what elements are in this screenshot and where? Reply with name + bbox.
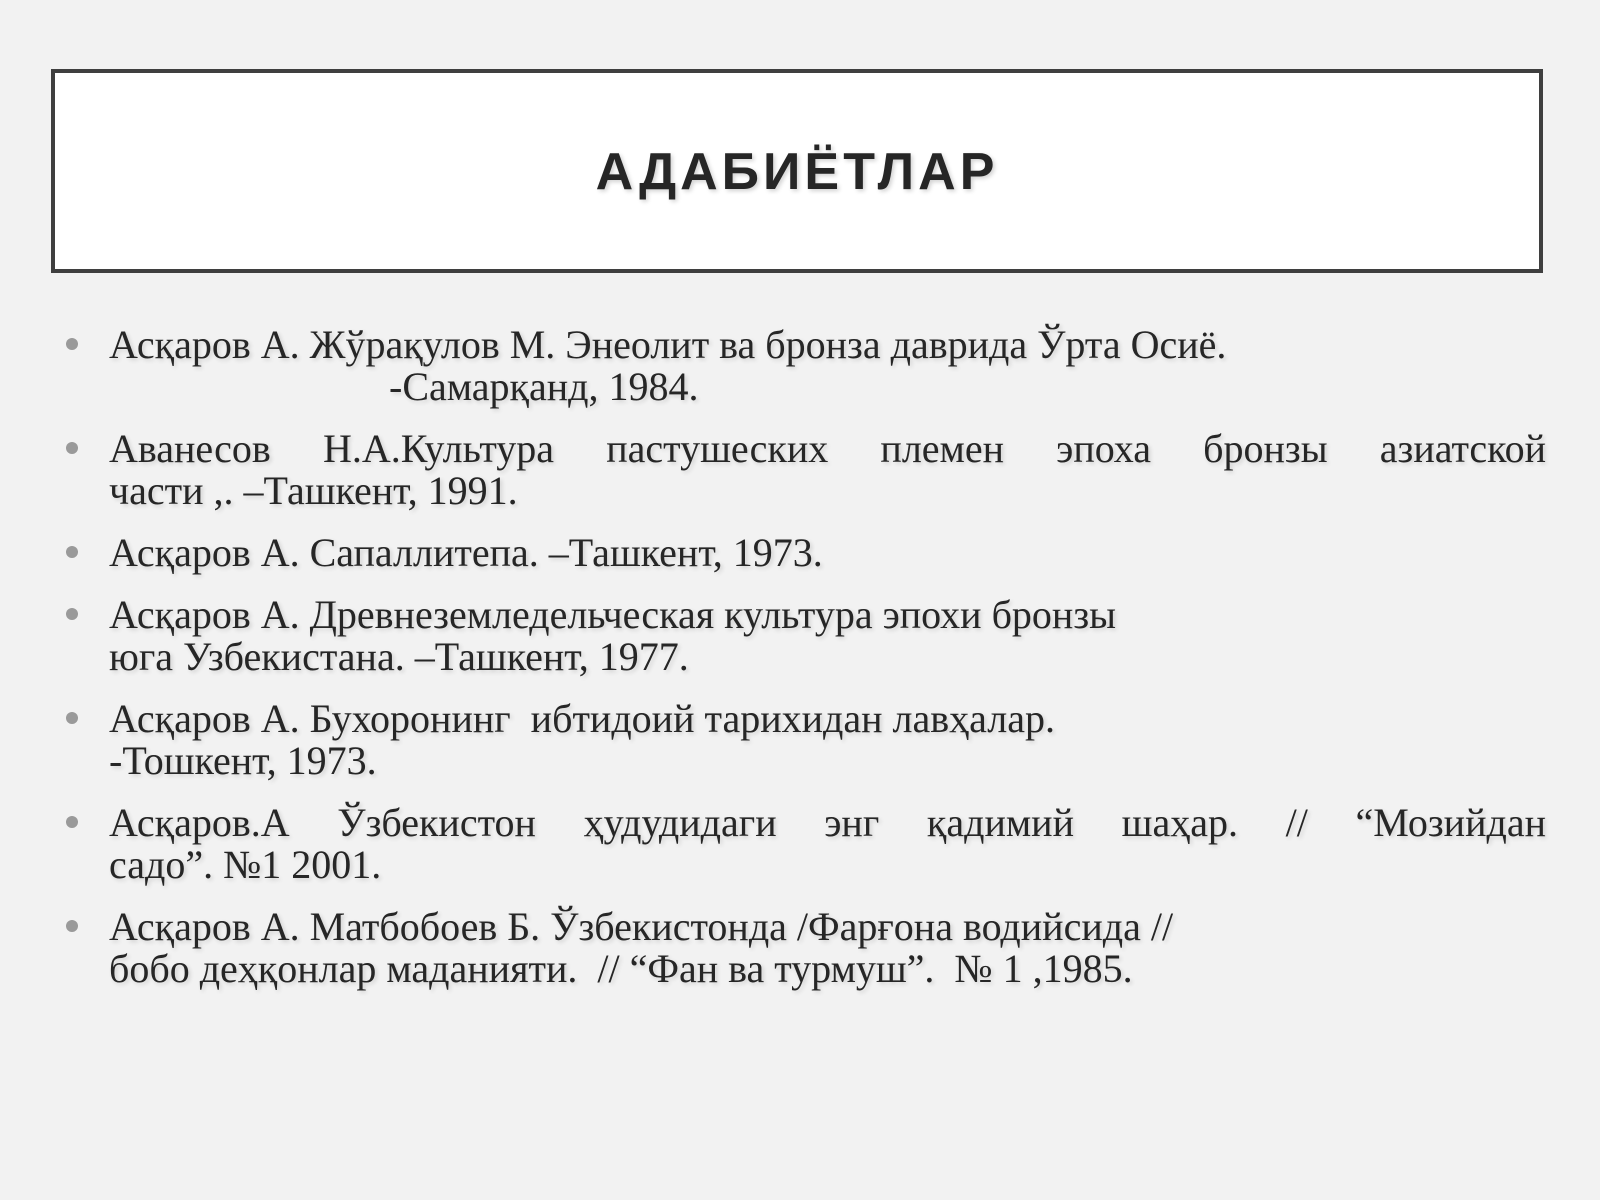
reference-item-5 bbox=[66, 698, 1546, 782]
reference-text: Асқаров А. Сапаллитепа. –Ташкент, 1973. bbox=[109, 530, 823, 575]
reference-item-2 bbox=[66, 428, 1546, 512]
reference-text: Асқаров.А Ўзбекистон ҳудудидаги энг қадимий шаҳар. // “Мозийдан bbox=[109, 800, 1546, 845]
bullet-icon bbox=[66, 712, 78, 724]
reference-text: юга Узбекистана. –Ташкент, 1977. bbox=[109, 634, 689, 679]
reference-item-7 bbox=[66, 906, 1546, 990]
reference-item-4 bbox=[66, 594, 1546, 678]
reference-list bbox=[66, 324, 1546, 1010]
reference-text: -Тошкент, 1973. bbox=[109, 738, 377, 783]
reference-item-1 bbox=[66, 324, 1546, 408]
title-box bbox=[51, 69, 1543, 273]
bullet-icon bbox=[66, 608, 78, 620]
reference-item-3 bbox=[66, 532, 1546, 574]
reference-text: -Самарқанд, 1984. bbox=[109, 364, 699, 409]
reference-text: части ,. –Ташкент, 1991. bbox=[109, 468, 518, 513]
reference-text: бобо деҳқонлар маданияти. // “Фан ва турмуш”. № 1 ,1985. bbox=[109, 946, 1133, 991]
bullet-icon bbox=[66, 442, 78, 454]
reference-item-6 bbox=[66, 802, 1546, 886]
bullet-icon bbox=[66, 546, 78, 558]
bullet-icon bbox=[66, 920, 78, 932]
bullet-icon bbox=[66, 816, 78, 828]
reference-text: Асқаров А. Матбобоев Б. Ўзбекистонда /Фарғона водийсида // bbox=[109, 904, 1174, 949]
reference-text: садо”. №1 2001. bbox=[109, 842, 382, 887]
reference-text: Асқаров А. Древнеземледельческая культура эпохи бронзы bbox=[109, 592, 1117, 637]
reference-text: Аванесов Н.А.Культура пастушеских племен эпоха бронзы азиатской bbox=[109, 426, 1546, 471]
reference-text: Асқаров А. Жўрақулов М. Энеолит ва бронза даврида Ўрта Осиё. bbox=[109, 322, 1227, 367]
reference-text: Асқаров А. Бухоронинг ибтидоий тарихидан лавҳалар. bbox=[109, 696, 1055, 741]
slide-title: АДАБИЁТЛАР bbox=[595, 143, 999, 201]
bullet-icon bbox=[66, 338, 78, 350]
